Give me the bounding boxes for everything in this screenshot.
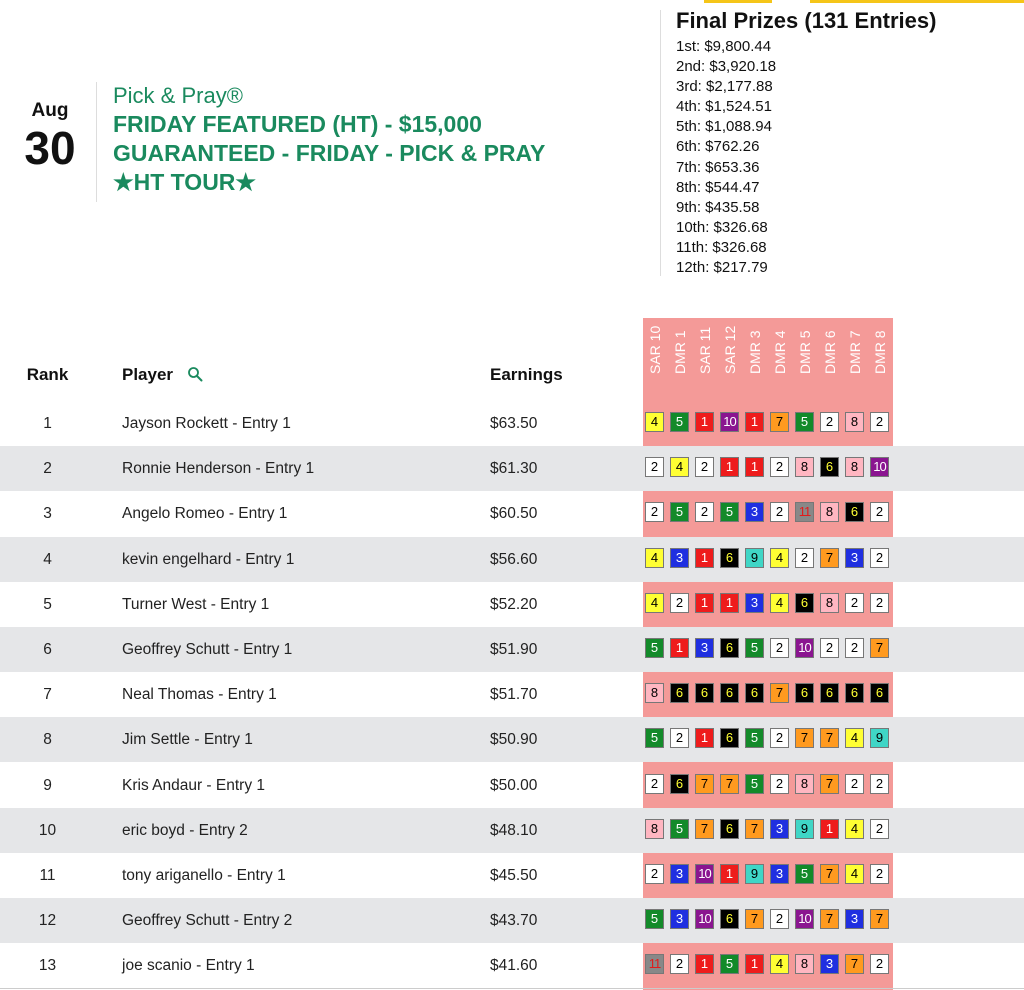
pick-number-badge: 2 [870,593,889,613]
pick-number-badge: 2 [870,502,889,522]
event-title [113,82,545,197]
pick-number-badge: 3 [770,864,789,884]
event-date [18,100,82,172]
pick-number-badge: 2 [670,954,689,974]
pick-number-badge: 11 [645,954,664,974]
pick-number-badge: 4 [845,864,864,884]
pick-number-badge: 7 [820,774,839,794]
rank-cell: 6 [43,641,52,658]
player-name[interactable]: joe scanio - Entry 1 [122,957,255,975]
rank-cell: 7 [43,686,52,704]
pick-number-badge: 5 [745,638,764,658]
pick-number-badge: 2 [645,457,664,477]
rank-cell: 3 [43,505,52,523]
pick-number-badge: 2 [645,774,664,794]
pick-number-badge: 1 [720,593,739,613]
race-label: SAR 11 [697,326,713,374]
table-row[interactable] [0,672,1024,717]
pick-number-badge: 2 [770,638,789,658]
table-row[interactable] [0,717,1024,762]
pick-number-badge: 2 [870,954,889,974]
earnings-column-header[interactable]: Earnings [490,365,563,384]
event-brand: Pick & Pray® [113,83,243,108]
pick-number-badge: 8 [795,954,814,974]
table-row[interactable] [0,898,1024,943]
earnings-cell: $50.90 [490,731,538,749]
event-name-line-2: GUARANTEED - FRIDAY - PICK & PRAY [113,140,546,166]
pick-number-badge: 2 [870,774,889,794]
pick-number-badge: 10 [795,909,814,929]
event-day: 30 [24,122,76,174]
player-name[interactable]: Angelo Romeo - Entry 1 [122,505,288,523]
pick-number-badge: 6 [845,683,864,703]
pick-number-badge: 8 [820,502,839,522]
earnings-cell: $45.50 [490,867,538,884]
table-row[interactable] [0,763,1024,808]
pick-number-badge: 10 [695,864,714,884]
player-name[interactable]: Kris Andaur - Entry 1 [122,776,266,794]
race-label: SAR 10 [647,325,663,374]
pick-number-badge: 4 [845,819,864,839]
race-label: DMR 3 [747,330,763,374]
pick-number-badge: 3 [670,548,689,568]
pick-number-badge: 6 [720,683,739,703]
pick-number-badge: 7 [870,909,889,929]
pick-number-badge: 8 [795,774,814,794]
race-header [868,318,893,398]
pick-number-badge: 4 [770,548,789,568]
pick-number-badge: 5 [670,819,689,839]
pick-number-badge: 7 [820,728,839,748]
pick-number-badge: 6 [820,683,839,703]
pick-number-badge: 7 [745,819,764,839]
pick-number-badge: 2 [770,728,789,748]
pick-number-badge: 6 [670,774,689,794]
pick-number-badge: 7 [820,864,839,884]
pick-number-badge: 2 [845,593,864,613]
pick-number-badge: 4 [845,728,864,748]
pick-number-badge: 6 [745,683,764,703]
pick-number-badge: 6 [820,457,839,477]
event-name-line-3: ★HT TOUR★ [113,169,257,195]
prize-item: 3rd: $2,177.88 [676,78,773,96]
pick-number-badge: 9 [795,819,814,839]
pick-number-badge: 2 [670,728,689,748]
earnings-cell: $43.70 [490,912,538,930]
pick-number-badge: 3 [770,819,789,839]
pick-number-badge: 11 [795,502,814,522]
final-prizes-panel [660,0,1024,276]
table-row[interactable] [0,943,1024,989]
prize-item: 7th: $653.36 [676,158,760,176]
pick-number-badge: 1 [820,819,839,839]
pick-number-badge: 2 [770,502,789,522]
pick-number-badge: 7 [770,412,789,432]
pick-number-badge: 2 [820,412,839,432]
pick-number-badge: 7 [870,638,889,658]
pick-number-badge: 7 [820,548,839,568]
prize-item: 10th: $326.68 [676,218,768,236]
pick-number-badge: 6 [695,683,714,703]
pick-number-badge: 2 [845,638,864,658]
pick-number-badge: 7 [745,909,764,929]
prize-item: 2nd: $3,920.18 [676,58,777,76]
pick-number-badge: 5 [645,728,664,748]
earnings-cell: $48.10 [490,821,538,839]
pick-number-badge: 4 [645,412,664,432]
race-label: SAR 12 [722,325,738,374]
pick-number-badge: 9 [870,728,889,748]
pick-number-badge: 7 [795,728,814,748]
table-row[interactable] [0,582,1024,627]
pick-number-badge: 8 [645,819,664,839]
pick-number-badge: 4 [645,593,664,613]
pick-number-badge: 1 [695,548,714,568]
pick-number-badge: 3 [820,954,839,974]
pick-number-badge: 1 [670,638,689,658]
rank-cell: 13 [38,957,57,975]
prize-item: 12th: $217.79 [676,259,768,277]
event-name-line-1: FRIDAY FEATURED (HT) - $15,000 [113,111,482,137]
pick-number-badge: 10 [695,909,714,929]
player-name[interactable]: Geoffrey Schutt - Entry 2 [122,912,293,930]
rank-cell: 2 [43,460,52,478]
pick-number-badge: 1 [720,457,739,477]
pick-number-badge: 5 [745,774,764,794]
pick-number-badge: 7 [820,909,839,929]
player-name[interactable]: Jayson Rockett - Entry 1 [122,415,291,432]
player-column-header[interactable]: Player [122,365,174,384]
pick-number-badge: 5 [670,502,689,522]
table-row[interactable] [0,808,1024,853]
pick-number-badge: 6 [795,683,814,703]
earnings-cell: $50.00 [490,776,538,794]
pick-number-badge: 5 [645,638,664,658]
table-row[interactable] [0,491,1024,536]
pick-number-badge: 4 [770,954,789,974]
pick-number-badge: 6 [795,593,814,613]
pick-number-badge: 3 [695,638,714,658]
pick-number-badge: 2 [770,909,789,929]
race-label: DMR 7 [847,330,863,374]
race-header [793,318,818,398]
earnings-cell: $51.70 [490,686,538,704]
pick-number-badge: 1 [695,593,714,613]
pick-number-badge: 2 [770,774,789,794]
race-label: DMR 5 [797,330,813,374]
pick-number-badge: 9 [745,864,764,884]
pick-number-badge: 2 [695,457,714,477]
race-header [718,318,743,398]
prize-item: 1st: $9,800.44 [676,38,772,55]
rank-cell: 5 [43,595,52,613]
pick-number-badge: 1 [745,954,764,974]
earnings-cell: $41.60 [490,957,538,975]
rank-cell: 9 [43,776,52,794]
race-label: DMR 1 [672,330,688,374]
pick-number-badge: 9 [745,548,764,568]
prize-item: 9th: $435.58 [676,198,760,216]
pick-number-badge: 7 [695,774,714,794]
race-header [693,318,718,398]
pick-number-badge: 10 [870,457,889,477]
player-name[interactable]: Geoffrey Schutt - Entry 1 [122,641,293,658]
table-row[interactable] [0,853,1024,898]
race-label: DMR 6 [822,330,838,374]
pick-number-badge: 1 [745,412,764,432]
pick-number-badge: 6 [720,909,739,929]
pick-number-badge: 7 [695,819,714,839]
pick-number-badge: 8 [845,412,864,432]
player-name[interactable]: kevin engelhard - Entry 1 [122,550,295,568]
pick-number-badge: 2 [870,548,889,568]
pick-number-badge: 4 [645,548,664,568]
table-row[interactable] [0,627,1024,672]
pick-number-badge: 8 [645,683,664,703]
pick-number-badge: 7 [720,774,739,794]
pick-number-badge: 6 [720,548,739,568]
pick-number-badge: 6 [670,683,689,703]
race-header [643,318,668,398]
pick-number-badge: 5 [745,728,764,748]
earnings-cell: $61.30 [490,460,538,478]
table-row[interactable] [0,401,1024,446]
prize-item: 6th: $762.26 [676,138,760,156]
rank-cell: 11 [39,867,56,884]
race-label: DMR 8 [872,330,888,374]
pick-number-badge: 4 [670,457,689,477]
earnings-cell: $52.20 [490,595,538,613]
pick-number-badge: 6 [845,502,864,522]
pick-number-badge: 2 [870,819,889,839]
pick-number-badge: 8 [820,593,839,613]
pick-number-badge: 6 [870,683,889,703]
pick-number-badge: 5 [670,412,689,432]
prizes-title: Final Prizes (131 Entries) [676,8,937,33]
rank-cell: 10 [38,821,57,839]
pick-number-badge: 5 [720,954,739,974]
prize-item: 4th: $1,524.51 [676,98,772,116]
earnings-cell: $56.60 [490,550,538,568]
pick-number-badge: 2 [845,774,864,794]
player-name[interactable]: Jim Settle - Entry 1 [122,731,253,749]
pick-number-badge: 7 [770,683,789,703]
earnings-cell: $51.90 [490,641,538,658]
player-name[interactable]: Turner West - Entry 1 [122,595,270,613]
race-header [743,318,768,398]
pick-number-badge: 3 [670,864,689,884]
prize-item: 8th: $544.47 [676,178,760,196]
pick-number-badge: 2 [870,412,889,432]
search-icon[interactable] [187,366,203,382]
rank-cell: 12 [38,912,57,930]
event-month: Aug [31,100,69,121]
prizes-divider [660,10,661,276]
table-row[interactable] [0,537,1024,582]
player-name[interactable]: eric boyd - Entry 2 [122,821,248,839]
pick-number-badge: 2 [795,548,814,568]
earnings-cell: $60.50 [490,505,538,523]
rank-cell: 4 [43,550,52,568]
race-header [818,318,843,398]
pick-number-badge: 3 [845,909,864,929]
pick-number-badge: 2 [695,502,714,522]
pick-number-badge: 1 [745,457,764,477]
race-header [843,318,868,398]
prize-item: 5th: $1,088.94 [676,118,772,136]
pick-number-badge: 5 [795,864,814,884]
pick-number-badge: 5 [795,412,814,432]
pick-number-badge: 3 [670,909,689,929]
pick-number-badge: 2 [645,864,664,884]
rank-column-header[interactable]: Rank [26,365,69,384]
earnings-cell: $63.50 [490,415,538,432]
pick-number-badge: 3 [745,502,764,522]
pick-number-badge: 3 [745,593,764,613]
pick-number-badge: 8 [845,457,864,477]
pick-number-badge: 1 [695,412,714,432]
pick-number-badge: 2 [770,457,789,477]
table-row[interactable] [0,446,1024,491]
pick-number-badge: 2 [670,593,689,613]
race-label: DMR 4 [772,330,788,374]
race-header [768,318,793,398]
pick-number-badge: 1 [695,728,714,748]
pick-number-badge: 3 [845,548,864,568]
rank-cell: 1 [43,415,52,432]
pick-number-badge: 2 [820,638,839,658]
header-divider [96,82,97,202]
pick-number-badge: 8 [795,457,814,477]
player-name[interactable]: tony ariganello - Entry 1 [122,867,286,884]
pick-number-badge: 2 [645,502,664,522]
pick-number-badge: 7 [845,954,864,974]
pick-number-badge: 2 [870,864,889,884]
pick-number-badge: 6 [720,728,739,748]
pick-number-badge: 1 [695,954,714,974]
pick-number-badge: 5 [720,502,739,522]
pick-number-badge: 10 [795,638,814,658]
rank-cell: 8 [43,731,52,749]
pick-number-badge: 5 [645,909,664,929]
prize-item: 11th: $326.68 [676,238,767,256]
pick-number-badge: 10 [720,412,739,432]
prizes-list [676,37,776,278]
pick-number-badge: 1 [720,864,739,884]
pick-number-badge: 6 [720,638,739,658]
race-header [668,318,693,398]
player-name[interactable]: Neal Thomas - Entry 1 [122,686,277,704]
player-name[interactable]: Ronnie Henderson - Entry 1 [122,460,315,478]
pick-number-badge: 4 [770,593,789,613]
pick-number-badge: 6 [720,819,739,839]
